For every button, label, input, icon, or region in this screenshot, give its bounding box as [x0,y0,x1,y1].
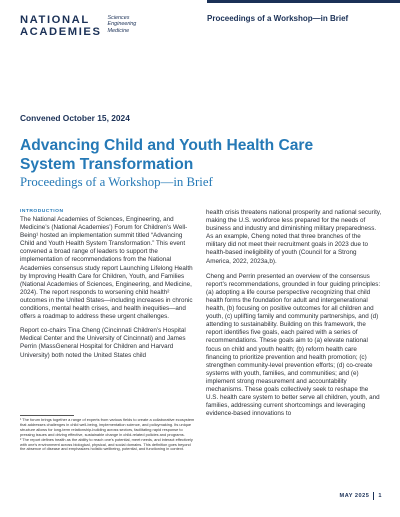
intro-paragraph: The National Academies of Sciences, Engineering, and Medicine’s (National Academies’) Forum for Children’s Well-Being¹ hosted an implementation summit titled “Advancing Child and Youth Health System Transformation.” This event convened a broad range of leaders to support the implementation of recommendations from the National Academies consensus study report Launching Lifelong Health by Improving Health Care for Children, Youth, and Families (National Academies of Sciences, Engineering, and Medicine, 2024). The report responds to worsening child health² outcomes in the United States—including increases in chronic conditions, mental health crises, and health inequities—and offers a roadmap to address these urgent challenges. [20,216,193,321]
header-rule [207,0,400,3]
page-title [20,136,380,174]
logo-line-academies: ACADEMIES [20,26,102,38]
publication-date: MAY 2025 [339,493,370,499]
crisis-paragraph: health crisis threatens national prosperity and national security, making the U.S. workforce less prepared for the needs of business and industry and diminishing military preparedness. As an example, Cheng noted that three branches of the military did not meet their recruitment goals in 2023 due to health-based ineligibility of youth (Council for a Strong America, 2022, 2023a,b). [206,209,382,265]
page-header [0,0,400,52]
page-footer [340,492,382,500]
logo-line-national: NATIONAL [20,14,90,26]
logo-medicine: Medicine [107,27,130,34]
section-label-introduction: INTRODUCTION [20,209,64,214]
logo-disciplines [108,14,137,34]
national-academies-logo [20,14,136,38]
footnote-1: ¹ The forum brings together a range of experts from various fields to create a collaborative ecosystem that addresses challenges in child well-being, implementation science, and policymaking. Its unique structure allows for long-term relationship-building across sectors, facilitating rapid response to pressing issues and driving effective, sustainable change in child-related policies and programs. [20,417,195,437]
left-column [20,209,198,360]
footnote-2: ² The report defines health as the ability to reach one’s potential, meet needs, and interact effectively with one’s environment across biological, physical, and social domains. This definition goes beyond the absence of disease and emphasizes holistic wellbeing, potential, and functioning in context. [20,436,193,452]
cochairs-paragraph: Report co-chairs Tina Cheng (Cincinnati Children’s Hospital Medical Center and the University of Cincinnati) and James Perrin (MassGeneral Hospital for Children and Harvard University) both noted the United States child [20,327,186,359]
footnotes [20,418,196,452]
right-column [206,209,382,418]
logo-sciences: Sciences [107,15,130,21]
convened-date: Convened October 15, 2024 [20,113,130,123]
logo-engineering: Engineering [107,21,137,28]
recommendations-paragraph: Cheng and Perrin presented an overview of the consensus report’s recommendations, grounded in four guiding principles: (a) adopting a life course perspective recognizing that child health forms the foundation for adult and intergenerational health, (b) focusing on positive outcomes for all children and youth, (c) uplifting family and community partnerships, and (d) attending to sustainability. Building on this framework, the report identifies five goals, each paired with a series of recommendations. These goals aim to (a) elevate national focus on child and youth health; (b) reform health care financing to prioritize prevention and health promotion; (c) strengthen community-level prevention efforts; (d) co-create systems with youth, families, and communities; and (e) implement strong measurement and accountability mechanisms. These goals collectively seek to reshape the U.S. health care system to better serve all children, youth, and families, addressing current shortcomings and leveraging evidence-based innovations to [206,272,381,418]
title-line-1: Advancing Child and Youth Health Care [20,137,314,154]
page-subtitle: Proceedings of a Workshop—in Brief [20,175,213,189]
page-number: 1 [378,493,382,499]
title-line-2: System Transformation [20,156,194,173]
footnote-divider [20,415,74,416]
series-title: Proceedings of a Workshop—in Brief [207,14,349,23]
logo-wordmark [20,14,102,38]
footer-separator [373,492,374,500]
